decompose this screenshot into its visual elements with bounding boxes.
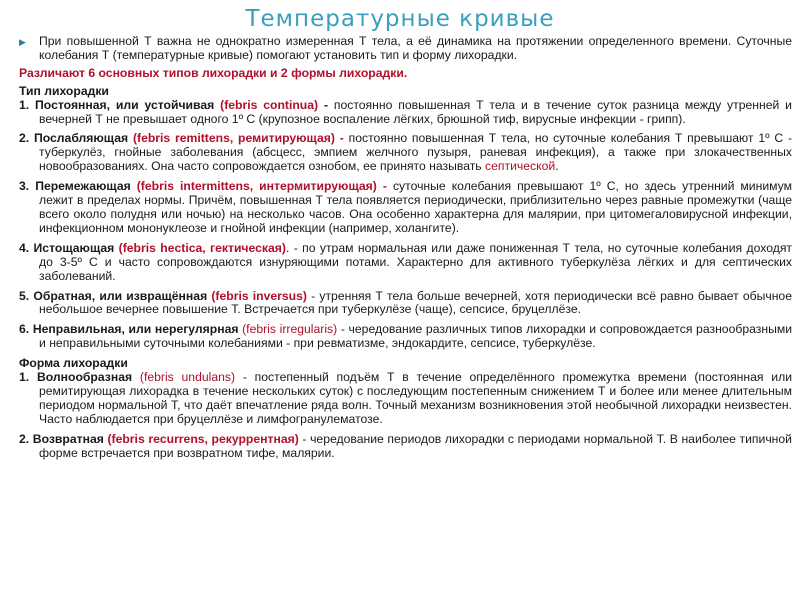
type-latin: (febris intermittens, интермитирующая) [136,179,377,194]
type-desc: чередование различных типов лихорадки и сопровождается разнообразными и неправильными суточными колебаниями - при ревматизме, эндокардите, сепсисе, туберкулёзе. [39,322,793,351]
triangle-bullet-icon: ▶ [19,37,26,47]
types-heading: Тип лихорадки [19,83,109,98]
fever-type-2 [19,132,792,174]
type-sep: - [337,322,349,337]
form-name: Волнообразная [36,370,133,385]
type-name: Послабляющая [33,131,129,146]
type-name: Истощающая [33,240,115,255]
fever-form-2 [19,433,792,461]
type-name: Перемежающая [35,179,131,194]
type-latin: (febris continua) [220,97,319,112]
form-sep: - [298,431,311,446]
type-sep: - [334,131,349,146]
type-desc: постоянно повышенная Т тела и в течение суток разница между утренней и вечерней Т не превышает одного 1º С (крупозное воспаление лёгких, брюшной тиф, вирусные инфекции - грипп). [39,97,792,126]
form-desc: постепенный подъём Т в течение определённого промежутка времени (постоянная или ремитирующая лихорадка в течение нескольких суток) с последующим постепенным снижением Т и более или менее длительным периодом нормальной Т, что даёт впечатление ряда волн. Точный механизм возникновения этой необычной лихорадки неизвестен. Часто наблюдается при бруцеллёзе и лимфогранулематозе. [39,370,793,426]
form-desc: чередование периодов лихорадки с периодами нормальной Т. В наиболее типичной форме встречается при возвратном тифе, малярии. [39,431,792,460]
type-sep: . - [285,240,303,255]
form-number: 2. [19,431,30,446]
type-number: 2. [19,131,30,146]
fever-type-6 [19,323,792,351]
form-latin: (febris undulans) [139,370,236,385]
forms-heading: Форма лихорадки [19,356,128,371]
type-name: Постоянная, или устойчивая [35,97,215,112]
type-desc: суточные колебания превышают 1º С, но здесь утренний минимум лежит в пределах нормы. Причём, повышенная Т тела появляется периодически, приблизительно через равные промежутки (чаще всего около полудня или ночью) на несколько часов. Она особенно характерна для малярии, при цитомегаловирусной инфекции, инфекционном мононуклеозе и гнойной инфекции (например, холангите). [39,179,792,235]
intro-text: При повышенной Т важна не однократно измеренная Т тела, а её динамика на протяжении определенного времени. Суточные колебания Т (температурные кривые) помогают установить тип и форму лихорадки. [39,34,792,62]
type-number: 1. [19,97,30,112]
type-latin: (febris irregularis) [242,322,338,337]
type-sep: - [376,179,393,194]
summary-line: Различают 6 основных типов лихорадки и 2 формы лихорадки. [19,65,408,80]
slide-content [19,35,792,460]
slide-title: Температурные кривые [245,6,555,32]
type-number: 6. [19,322,30,337]
type-number: 4. [19,240,30,255]
form-latin: (febris recurrens, рекуррентная) [107,431,299,446]
type-desc-highlight: септической [485,159,556,174]
fever-type-1 [19,99,792,127]
type-desc: по утрам нормальная или даже пониженная Т тела, но суточные колебания доходят до 3-5º С и часто сопровождаются изнуряющими потами. Характерно для активного туберкулёза лёгких и для септических заболеваний. [39,240,793,283]
type-number: 3. [19,179,30,194]
form-number: 1. [19,370,30,385]
form-sep: - [235,370,255,385]
type-sep: - [306,288,320,303]
type-desc-end: . [555,159,559,174]
type-name: Обратная, или извращённая [33,288,208,303]
form-name: Возвратная [32,431,104,446]
intro-paragraph [19,35,792,63]
type-desc: утренняя Т тела больше вечерней, хотя периодически всё равно бывает обычное небольшое вечернее повышение Т. Встречается при туберкулёзе (чаще), сепсисе, бруцеллёзе. [39,288,792,317]
type-desc: постоянно повышенная Т тела, но суточные колебания Т превышают 1º С - туберкулёз, гнойные заболевания (абсцесс, эмпием желчного пузыря, раневая инфекция), а также при злокачественных новообразованиях. Она часто сопровождается ознобом, ее принято называть [39,131,792,174]
type-name: Неправильная, или нерегулярная [32,322,239,337]
type-sep: - [318,97,334,112]
fever-type-5 [19,290,792,318]
type-number: 5. [19,288,30,303]
type-latin: (febris remittens, ремитирующая) [132,131,335,146]
type-latin: (febris hectica, гектическая) [118,240,286,255]
type-latin: (febris inversus) [211,288,307,303]
fever-form-1 [19,371,792,427]
fever-type-3 [19,180,792,236]
fever-type-4 [19,242,792,284]
